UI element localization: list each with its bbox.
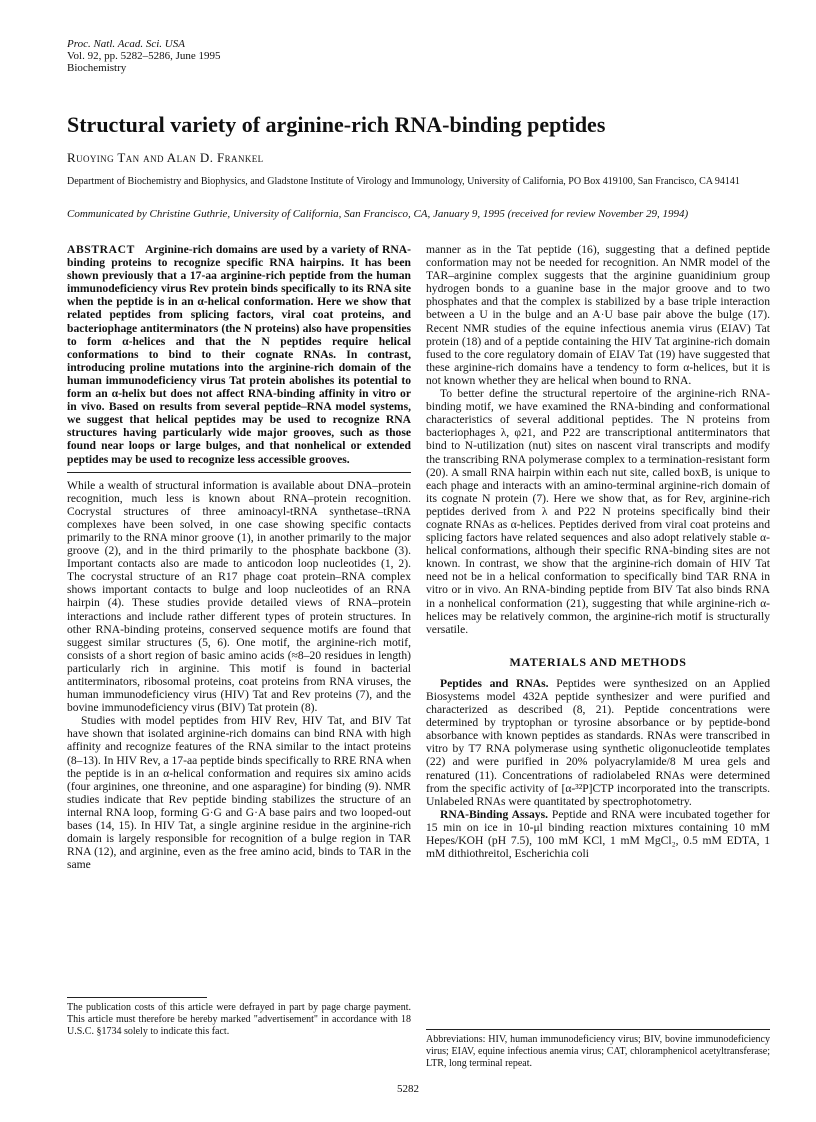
methods-paragraph [426, 808, 770, 860]
publication-cost-footnote: The publication costs of this article were defrayed in part by page charge payment. This article must therefore be hereby marked "advertisement" in accordance with 18 U.S.C. §1734 solely to indicate this fact. [67, 1002, 411, 1037]
subsection-heading: RNA-Binding Assays. [440, 807, 548, 821]
body-paragraph: To better define the structural repertoire of the arginine-rich RNA-binding motif, we have examined the RNA-binding and conformational characteristics of several additional peptides. The N proteins from bacteriophages λ, φ21, and P22 are transcriptional antiterminators that bind to N-utilization (nut) sites on nascent viral transcripts and modify the transcribing RNA polymerase complex to a termination-resistant form (20). A small RNA hairpin within each nut site, called boxB, is unique to each phage and interacts with an amino-terminal arginine-rich domain of its cognate N protein (7). Here we show that, as for Rev, arginine-rich peptides derived from λ and P22 N proteins specifically bind their cognate RNAs as α-helices. Peptides derived from viral coat proteins and splicing factors have related sequences and also adopt relatively stable α-helical conformations, although their specific RNA-binding sites are not known. In contrast, we show that the arginine-rich domain of HIV Tat need not be in a helical conformation to specifically bind TAR RNA in vitro or in vivo. An RNA-binding peptide from BIV Tat also binds RNA in a nonhelical conformation (21), suggesting that while arginine-rich α-helices may be relatively common, the arginine-rich motif is structurally versatile. [426, 387, 770, 636]
journal-section: Biochemistry [67, 62, 127, 74]
section-heading: MATERIALS AND METHODS [509, 654, 687, 669]
left-column [67, 243, 411, 871]
article-title: Structural variety of arginine-rich RNA-binding peptides [67, 112, 606, 137]
abstract-divider [67, 472, 411, 473]
body-paragraph: Studies with model peptides from HIV Rev, HIV Tat, and BIV Tat have shown that isolated arginine-rich domains can bind RNA with high affinity and recognize features of the RNA similar to the intact proteins (8–13). In HIV Rev, a 17-aa peptide binds specifically to RRE RNA when the peptide is in an α-helical conformation and requires six amino acids (four arginines, one threonine, and one asparagine) for binding (9). NMR studies indicate that Rev peptide binding stabilizes the structure of an internal RNA loop, forming G·G and G·A base pairs and two looped-out bases (14, 15). In HIV Tat, a single arginine residue in the arginine-rich domain is largely responsible for recognition of a bulge region in TAR RNA (12), and arginine, even as the free amino acid, binds to TAR in the same [67, 714, 411, 872]
footnote-divider [67, 997, 207, 998]
body-paragraph: While a wealth of structural information is available about DNA–protein recognition, much less is known about RNA–protein recognition. Cocrystal structures of three aminoacyl-tRNA synthetase–tRNA complexes have been solved, in one case showing specific contacts primarily to the RNA minor groove (1), in another primarily to the major groove (2), and in the third primarily to the phosphate backbone (3). Important contacts also are made to anticodon loop nucleotides (1, 2). The cocrystal structure of an R17 phage coat protein–RNA complex shows important contacts to bulge and loop nucleotides of an RNA hairpin (4). These studies provide detailed views of RNA–protein interactions and include rather different types of protein structures. In other RNA-binding proteins, conserved sequence motifs are found that suggest similar structures (5, 6). One motif, the arginine-rich motif, consists of a short region of basic amino acids (≈8–20 residues in length) particularly rich in arginine. This motif is found in bacterial antiterminators, ribosomal proteins, coat proteins from RNA viruses, the human immunodeficiency virus (HIV) Tat and Rev proteins (7), and the bovine immunodeficiency virus (BIV) Tat protein (8). [67, 478, 411, 715]
abbreviations-divider [426, 1029, 770, 1030]
journal-volume: Vol. 92, pp. 5282–5286, June 1995 [67, 50, 221, 62]
body-paragraph: manner as in the Tat peptide (16), suggesting that a defined peptide conformation may not be needed for recognition. An NMR model of the TAR–arginine complex suggests that the arginine guanidinium group hydrogen bonds to a guanine base in the major groove and to two phosphates and that the complex is stabilized by a base triple interaction between a U in the bulge and an A·U base pair above the bulge (17). Recent NMR studies of the equine infectious anemia virus (EIAV) Tat protein (18) and of a peptide containing the HIV Tat arginine-rich domain fused to the core regulatory domain of EIAV Tat (19) have suggested that these arginine-rich domains have a tendency to form α-helices, but it is not known whether they are helical when bound to RNA. [426, 243, 770, 387]
journal-header [67, 38, 221, 74]
abstract-label: ABSTRACT [67, 243, 135, 256]
abbreviations-footnote: Abbreviations: HIV, human immunodeficiency virus; BIV, bovine immunodeficiency virus; EIAV, equine infectious anemia virus; CAT, chloramphenicol acetyltransferase; LTR, long terminal repeat. [426, 1034, 770, 1069]
author-affiliation: Department of Biochemistry and Biophysics, and Gladstone Institute of Virology and Immunology, University of California, PO Box 419100, San Francisco, CA 94141 [67, 176, 740, 187]
subsection-heading: Peptides and RNAs. [440, 676, 549, 690]
methods-text: Peptides were synthesized on an Applied Biosystems model 432A peptide synthesizer and were purified and characterized as described (8, 21). Peptide concentrations were determined by tryptophan or tyrosine absorbance or by peptide-bond absorbance with known peptides as standards. RNAs were transcribed in vitro by T7 RNA polymerase using synthetic oligonucleotide templates (22) and were purified in 20% polyacrylamide/8 M urea gels and renatured (11). Concentrations of radiolabeled RNAs were determined from the specific activity of [α-³²P]CTP incorporated into the transcripts. Unlabeled RNAs were quantitated by spectrophotometry. [426, 676, 770, 808]
journal-name: Proc. Natl. Acad. Sci. USA [67, 38, 185, 50]
page-number: 5282 [397, 1083, 419, 1095]
methods-text: Peptide and RNA were incubated together for 15 min on ice in 10-μl binding reaction mixtures containing 10 mM Hepes/KOH (pH 7.5), 100 mM KCl, 1 mM MgCl₂, 0.5 mM EDTA, 1 mM dithiothreitol, Escherichia coli [426, 807, 770, 861]
author-list: Ruoying Tan and Alan D. Frankel [67, 150, 264, 165]
communicated-by: Communicated by Christine Guthrie, University of California, San Francisco, CA, January 9, 1995 (received for review November 29, 1994) [67, 208, 689, 220]
abstract [67, 243, 411, 466]
abstract-text: Arginine-rich domains are used by a variety of RNA-binding proteins to recognize specific RNA hairpins. It has been shown previously that a 17-aa arginine-rich peptide from the human immunodeficiency virus Rev protein binds specifically to its RNA site when the peptide is in an α-helical conformation. Here we show that related peptides from splicing factors, viral coat proteins, and bacteriophage antiterminators (the N proteins) also have propensities to form α-helices and that the N peptides require helical conformations to bind to their cognate RNAs. In contrast, introducing proline mutations into the arginine-rich domain of the human immunodeficiency virus Tat protein abolishes its potential to form an α-helix but does not affect RNA-binding affinity in vitro or in vivo. Based on results from several peptide–RNA model systems, we suggest that helical peptides may be used to recognize RNA structures having particularly wide major grooves, such as those found near loops or large bulges, and that nonhelical or extended peptides may be used to recognize less accessible grooves. [67, 243, 411, 466]
methods-paragraph [426, 677, 770, 808]
right-column [426, 243, 770, 860]
